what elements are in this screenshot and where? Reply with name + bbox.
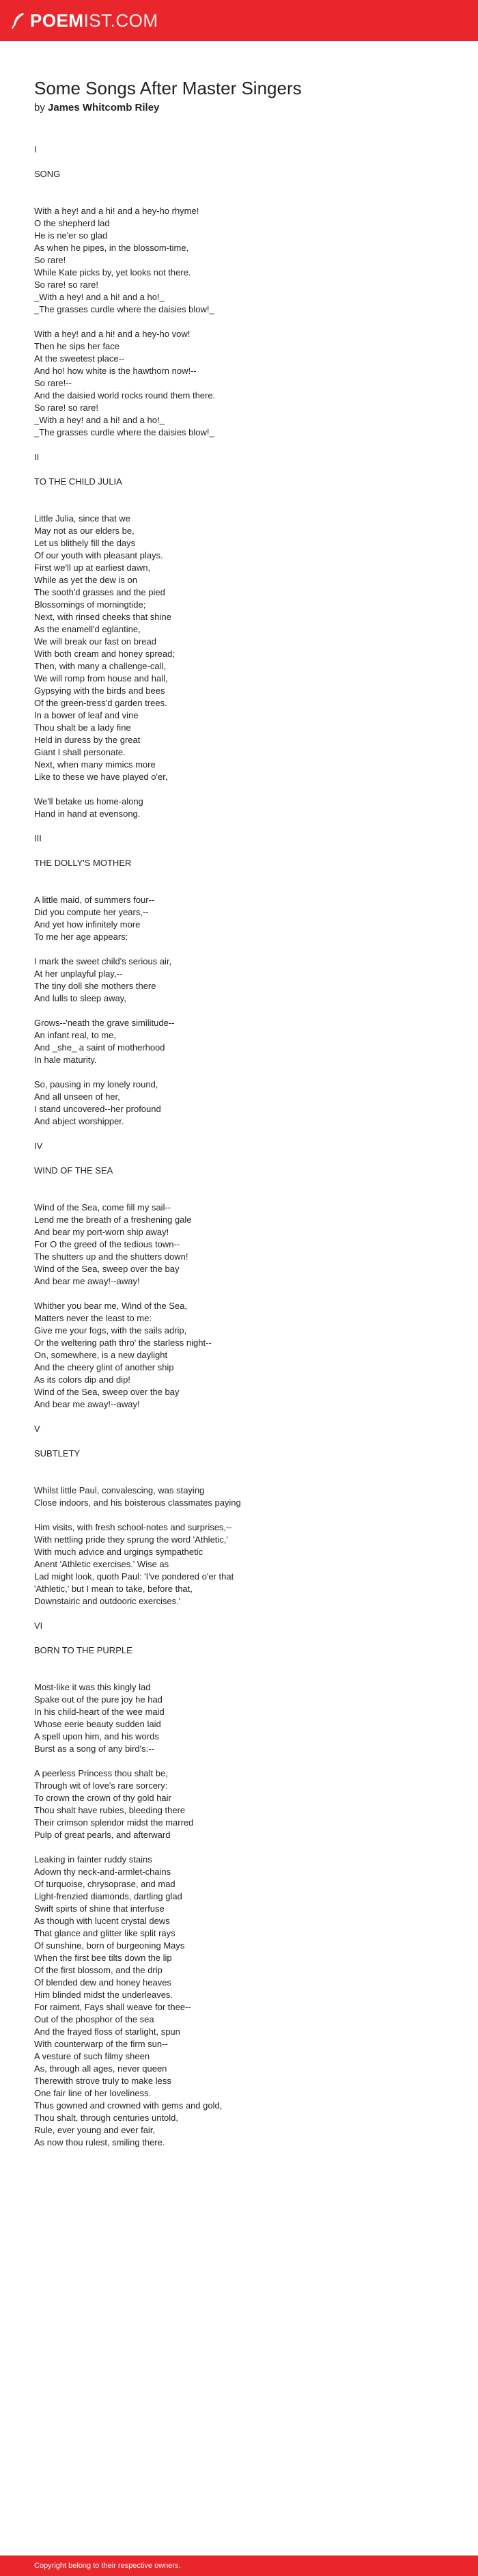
poem-byline xyxy=(34,101,444,115)
logo-light-part: IST.COM xyxy=(83,10,158,31)
poem-title: Some Songs After Master Singers xyxy=(34,78,302,98)
quill-icon xyxy=(11,12,26,29)
poem-container xyxy=(34,77,444,2149)
top-bar xyxy=(0,0,478,41)
footer-bar xyxy=(0,2555,478,2576)
byline-prefix: by xyxy=(34,102,45,113)
footer-copyright: Copyright belong to their respective owners. xyxy=(34,2562,181,2570)
site-logo-text xyxy=(30,10,158,31)
author-name[interactable]: James Whitcomb Riley xyxy=(48,102,160,113)
site-logo-link[interactable] xyxy=(11,0,158,41)
logo-bold-part: POEM xyxy=(30,10,84,31)
poem-text: I SONG With a hey! and a hi! and a hey-ho rhyme! O the shepherd lad He is ne'er so glad As when he pipes, in the blossom-time, So rare! While Kate picks by, yet looks not there. So rare! so rare! _With a hey! and a hi! and a ho!_ _The grasses curdle where the daisies blow!_ With a hey! and a hi! and a hey-ho vow! Then he sips her face At the sweetest place-- And ho! how white is the hawthorn now!-- So rare!-- And the daisied world rocks round them there. So rare! so rare! _With a hey! and a hi! and a ho!_ _The grasses curdle where the daisies blow!_ II TO THE CHILD JULIA Little Julia, since that we May not as our elders be, Let us blithely fill the days Of our youth with pleasant plays. First we'll up at earliest dawn, While as yet the dew is on The sooth'd grasses and the pied Blossomings of morningtide; Next, with rinsed cheeks that shine As the enamell'd eglantine, We will break our fast on bread With both cream and honey spread; Then, with many a challenge-call, We will romp from house and hall, Gypsying with the birds and bees Of the green-tress'd garden trees. In a bower of leaf and vine Thou shalt be a lady fine Held in duress by the great Giant I shall personate. Next, when many mimics more Like to these we have played o'er, We'll betake us home-along Hand in hand at evensong. III THE DOLLY'S MOTHER A little maid, of summers four-- Did you compute her years,-- And yet how infinitely more To me her age appears: I mark the sweet child's serious air, At her unplayful play,-- The tiny doll she mothers there And lulls to sleep away, Grows--'neath the grave similitude-- An infant real, to me, And _she_ a saint of motherhood In hale maturity. So, pausing in my lonely round, And all unseen of her, I stand uncovered--her profound And abject worshipper. IV WIND OF THE SEA Wind of the Sea, come fill my sail-- Lend me the breath of a freshening gale And bear my port-worn ship away! For O the greed of the tedious town-- The shutters up and the shutters down! Wind of the Sea, sweep over the bay And bear me away!--away! Whither you bear me, Wind of the Sea, Matters never the least to me: Give me your fogs, with the sails adrip, Or the weltering path thro' the starless night-- On, somewhere, is a new daylight And the cheery glint of another ship As its colors dip and dip! Wind of the Sea, sweep over the bay And bear me away!--away! V SUBTLETY Whilst little Paul, convalescing, was staying Close indoors, and his boisterous classmates paying Him visits, with fresh school-notes and surprises,-- With nettling pride they sprung the word 'Athletic,' With much advice and urgings sympathetic Anent 'Athletic exercises.' Wise as Lad might look, quoth Paul: 'I've pondered o'er that 'Athletic,' but I mean to take, before that, Downstairic and outdooric exercises.' VI BORN TO THE PURPLE Most-like it was this kingly lad Spake out of the pure joy he had In his child-heart of the wee maid Whose eerie beauty sudden laid A spell upon him, and his words Burst as a song of any bird's:-- A peerless Princess thou shalt be, Through wit of love's rare sorcery: To crown the crown of thy gold hair Thou shalt have rubies, bleeding there Their crimson splendor midst the marred Pulp of great pearls, and afterward Leaking in fainter ruddy stains Adown thy neck-and-armlet-chains Of turquoise, chrysoprase, and mad Light-frenzied diamonds, dartling glad Swift spirts of shine that interfuse As though with lucent crystal dews That glance and glitter like split rays Of sunshine, born of burgeoning Mays When the first bee tilts down the lip Of the first blossom, and the drip Of blended dew and honey heaves Him blinded midst the underleaves. For raiment, Fays shall weave for thee-- Out of the phosphor of the sea And the frayed floss of starlight, spun With counterwarp of the firm sun-- A vesture of such filmy sheen As, through all ages, never queen Therewith strove truly to make less One fair line of her loveliness. Thus gowned and crowned with gems and gold, Thou shalt, through centuries untold, Rule, ever young and ever fair, As now thou rulest, smiling there. xyxy=(34,144,241,2147)
